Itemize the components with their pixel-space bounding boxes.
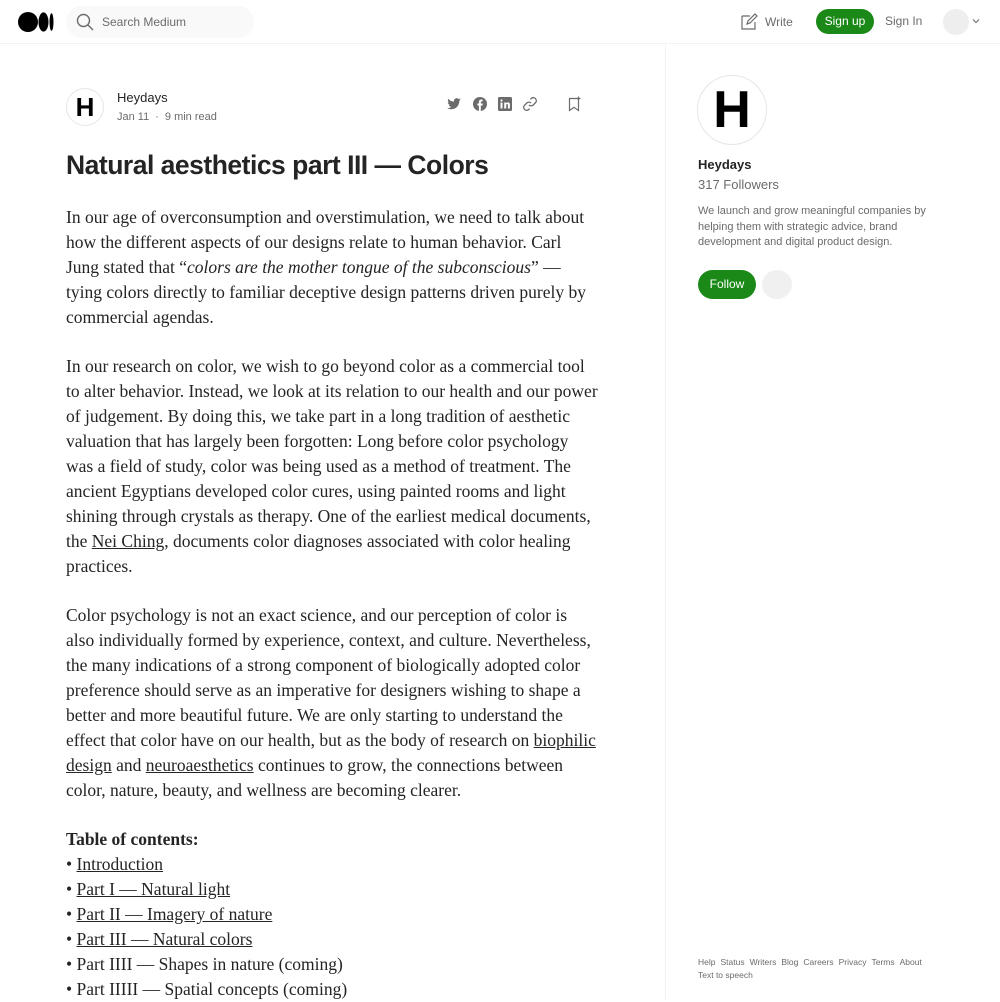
toc-item xyxy=(66,952,598,977)
user-avatar[interactable] xyxy=(943,9,969,35)
toc-item xyxy=(66,852,598,877)
article-paragraph xyxy=(66,354,598,579)
paragraph-text: and xyxy=(111,755,146,775)
footer-link-status[interactable]: Status xyxy=(720,957,745,967)
right-sidebar xyxy=(665,44,1000,1000)
toc-item xyxy=(66,902,598,927)
publisher-name[interactable]: Heydays xyxy=(698,157,752,172)
toc-item xyxy=(66,977,598,1002)
publisher-avatar[interactable] xyxy=(697,75,767,145)
footer-link-help[interactable]: Help xyxy=(698,957,716,967)
footer-link-text-to-speech[interactable]: Text to speech xyxy=(698,969,753,980)
footer-link-careers[interactable]: Careers xyxy=(803,957,834,967)
neuroaesthetics-link[interactable]: neuroaesthetics xyxy=(145,755,254,775)
toc-item-part-4: Part IIII — Shapes in nature (coming) xyxy=(76,954,343,974)
write-icon xyxy=(740,13,758,31)
paragraph-text: Color psychology is not an exact science, and our perception of color is also individually formed by experience, context, and culture. Nevertheless, the many indications of a strong component of biologically adopted color preference should serve as an imperative for designers wishing to shape a better and more beautiful future. We are only starting to understand the effect that color have on our health, but as the body of research on xyxy=(66,605,591,750)
toc-bullet: • xyxy=(66,954,77,974)
toc-link-introduction[interactable]: Introduction xyxy=(76,854,164,874)
nei-ching-link[interactable]: Nei Ching xyxy=(91,531,165,551)
toc-bullet: • xyxy=(66,979,77,999)
twitter-icon[interactable] xyxy=(446,96,462,112)
post-date: Jan 11 xyxy=(117,111,150,123)
search-input[interactable] xyxy=(102,6,247,38)
toc-link-part-3[interactable]: Part III — Natural colors xyxy=(76,929,253,949)
toc-title: Table of contents: xyxy=(66,829,199,849)
toc-bullet: • xyxy=(66,929,77,949)
subscribe-button[interactable] xyxy=(762,270,792,299)
footer-link-about[interactable]: About xyxy=(899,957,922,967)
post-meta xyxy=(117,111,217,123)
toc-item-part-5: Part IIIII — Spatial concepts (coming) xyxy=(76,979,348,999)
write-button[interactable] xyxy=(740,11,793,33)
chevron-down-icon[interactable] xyxy=(972,17,980,25)
meta-separator: · xyxy=(155,111,159,123)
author-avatar-letter: H xyxy=(75,91,95,122)
paragraph-text: In our age of overconsumption and overstimulation, we need to talk about how the different aspects of our designs relate to human behavior. Carl Jung stated that “ xyxy=(66,207,585,277)
facebook-icon[interactable] xyxy=(472,96,488,112)
signin-link[interactable]: Sign In xyxy=(885,14,923,28)
toc-bullet: • xyxy=(66,879,77,899)
biophilic-design-link[interactable]: biophilic design xyxy=(66,730,596,775)
footer-links xyxy=(698,956,938,981)
write-label: Write xyxy=(765,15,793,29)
search-bar[interactable] xyxy=(66,6,254,38)
toc-bullet: • xyxy=(66,904,77,924)
footer-link-privacy[interactable]: Privacy xyxy=(838,957,867,967)
article-paragraph xyxy=(66,603,598,803)
paragraph-text: , documents color diagnoses associated with color healing practices. xyxy=(66,531,571,576)
article-body xyxy=(66,205,598,1002)
signup-button[interactable]: Sign up xyxy=(816,9,874,34)
footer-link-blog[interactable]: Blog xyxy=(781,957,799,967)
bookmark-icon[interactable] xyxy=(566,96,582,112)
toc-bullet: • xyxy=(66,854,77,874)
linkedin-icon[interactable] xyxy=(497,96,513,112)
footer-link-terms[interactable]: Terms xyxy=(871,957,895,967)
follow-button[interactable]: Follow xyxy=(698,270,756,299)
paragraph-text: continues to grow, the connections between color, nature, beauty, and wellness are becoming clearer. xyxy=(66,755,564,800)
publisher-avatar-letter: H xyxy=(713,81,751,139)
footer-link-writers[interactable]: Writers xyxy=(749,957,777,967)
article-paragraph xyxy=(66,205,598,330)
author-avatar[interactable] xyxy=(66,88,104,126)
read-time: 9 min read xyxy=(164,111,217,123)
publisher-bio: We launch and grow meaningful companies by helping them with strategic advice, brand development and digital product design. xyxy=(698,205,926,249)
paragraph-text: In our research on color, we wish to go beyond color as a commercial tool to alter behavior. Instead, we look at its relation to our health and our power of judgement. By doing this, we take part in a long tradition of aesthetic valuation that has largely been forgotten: Long before color psychology was a field of study, color was being used as a method of treatment. The ancient Egyptians developed color cures, using painted rooms and light shining through crystals as therapy. One of the earliest medical documents, the xyxy=(66,356,598,551)
medium-logo-icon[interactable] xyxy=(18,12,54,32)
search-icon xyxy=(76,13,94,31)
article-title: Natural aesthetics part III — Colors xyxy=(66,150,489,180)
paragraph-text: ” — tying colors directly to familiar deceptive design patterns driven purely by commercial agendas. xyxy=(66,257,586,327)
author-name[interactable]: Heydays xyxy=(117,90,168,105)
table-of-contents xyxy=(66,827,598,1002)
top-navbar xyxy=(0,0,1000,44)
toc-item xyxy=(66,877,598,902)
quote-text: colors are the mother tongue of the subconscious xyxy=(187,257,531,277)
link-icon[interactable] xyxy=(522,96,538,112)
toc-item xyxy=(66,927,598,952)
toc-link-part-2[interactable]: Part II — Imagery of nature xyxy=(76,904,273,924)
toc-link-part-1[interactable]: Part I — Natural light xyxy=(76,879,231,899)
followers-count[interactable]: 317 Followers xyxy=(698,177,779,192)
